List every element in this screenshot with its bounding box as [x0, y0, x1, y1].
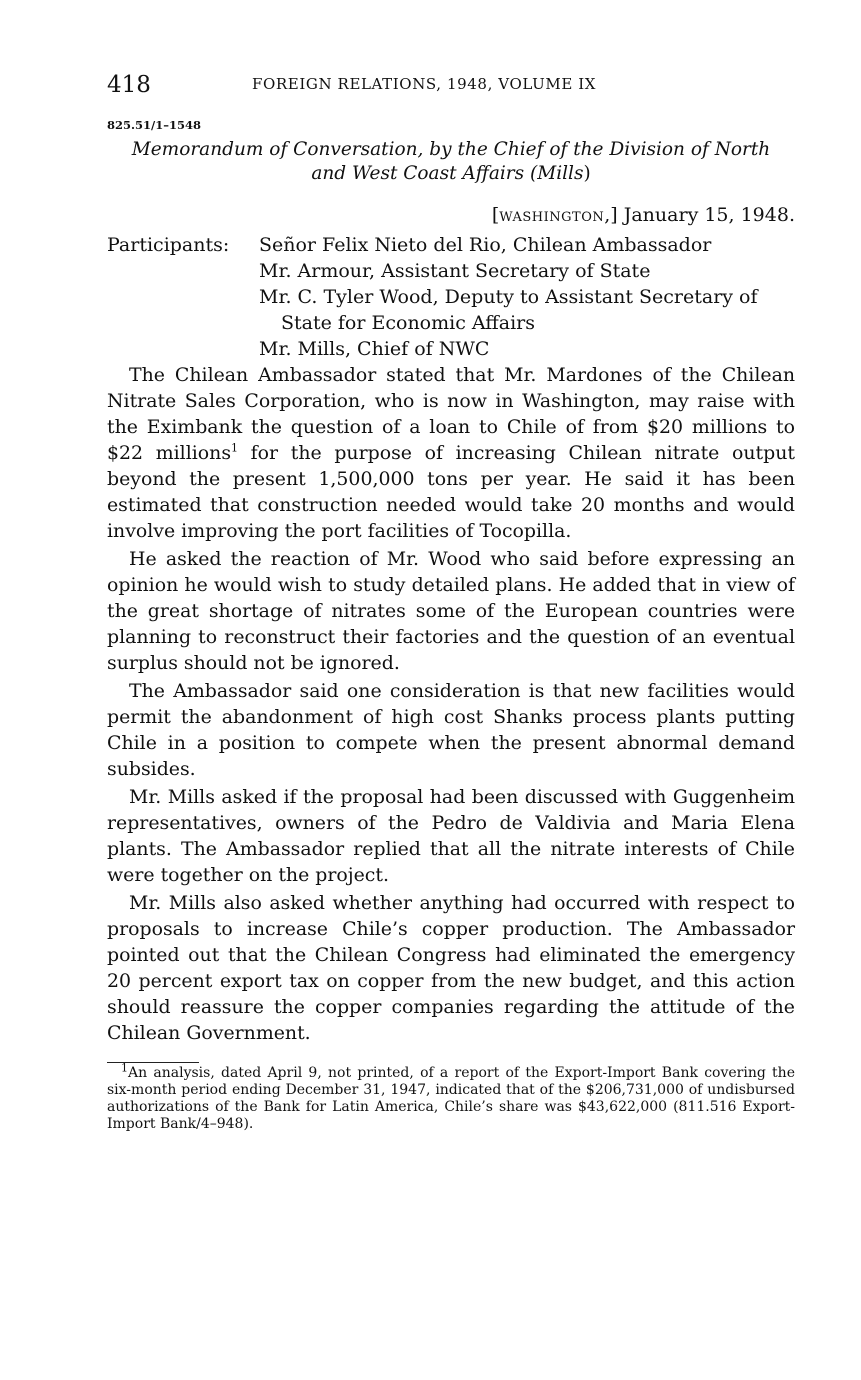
participant-item: Mr. C. Tyler Wood, Deputy to Assistant Secretary of State for Economic Affairs	[259, 286, 758, 334]
participant-item: Mr. Mills, Chief of NWC	[259, 338, 490, 360]
document-file-number: 825.51/1–1548	[107, 118, 201, 132]
footnote	[107, 1061, 795, 1133]
memo-body	[107, 362, 795, 1046]
body-paragraph-1	[107, 362, 795, 544]
body-paragraph-5: Mr. Mills also asked whether anything had occurred with respect to proposals to increase Chile’s copper production. The Ambassador pointed out that the Chilean Congress had eliminated the emergency 20 percent export tax on copper from the new budget, and this action should reassure the copper companies regarding the attitude of the Chilean Government.	[107, 892, 795, 1044]
paragraph-1-text-end: for the purpose of increasing Chilean nitrate output beyond the present 1,500,000 tons per year. He said it has been estimated that construction needed would take 20 months and would involve improving the port facilities of Tocopilla.	[107, 442, 796, 542]
body-paragraph-2: He asked the reaction of Mr. Wood who said before expressing an opinion he would wish to study detailed plans. He added that in view of the great shortage of nitrates some of the European countries were planning to reconstruct their factories and the question of an eventual surplus should not be ignored.	[107, 548, 795, 674]
title-author-name: Mills	[537, 163, 584, 184]
document-page	[107, 70, 795, 1133]
participant-item: Mr. Armour, Assistant Secretary of State	[259, 260, 651, 282]
title-line-2-end: )	[583, 163, 591, 184]
title-line-1: Memorandum of Conversation, by the Chief of the Division of North	[131, 139, 771, 160]
footnote-mark: 1	[121, 1061, 128, 1075]
paragraph-1-text-start: The Chilean Ambassador stated that Mr. Mardones of the Chilean Nitrate Sales Corporation, who is now in Washington, may raise with the Eximbank the question of a loan to Chile of from $20 millions to $22 millions	[107, 364, 795, 464]
dateline	[107, 204, 795, 226]
participants-block	[107, 232, 795, 362]
title-line-2	[107, 162, 795, 186]
running-head: FOREIGN RELATIONS, 1948, VOLUME IX	[252, 75, 597, 93]
dateline-open-bracket: [	[491, 204, 500, 226]
footnote-reference[interactable]: 1	[231, 441, 239, 455]
memorandum-title	[107, 138, 795, 186]
page-header	[107, 70, 795, 106]
participants-list	[259, 232, 795, 362]
participants-label: Participants:	[107, 234, 230, 256]
dateline-place: WASHINGTON	[499, 210, 605, 225]
page-number: 418	[107, 72, 151, 98]
footnote-text: An analysis, dated April 9, not printed, of a report of the Export-Import Bank covering the six-month period ending December 31, 1947, indicated that of the $206,731,000 of undisbursed authorizations of the Bank for Latin America, Chile’s share was $43,622,000 (811.516 Export-Import Bank/4–948).	[107, 1065, 795, 1132]
body-paragraph-3: The Ambassador said one consideration is that new facilities would permit the abandonment of high cost Shanks process plants putting Chile in a position to compete when the present abnormal demand subsides.	[107, 680, 795, 780]
body-paragraph-4: Mr. Mills asked if the proposal had been discussed with Guggenheim representatives, owners of the Pedro de Valdivia and Maria Elena plants. The Ambassador replied that all the nitrate interests of Chile were together on the project.	[107, 786, 795, 886]
participant-item: Señor Felix Nieto del Rio, Chilean Ambassador	[259, 234, 712, 256]
dateline-date: January 15, 1948.	[623, 204, 795, 226]
title-line-2-start: and West Coast Affairs (	[311, 163, 538, 184]
dateline-close-bracket: ,]	[604, 204, 618, 226]
